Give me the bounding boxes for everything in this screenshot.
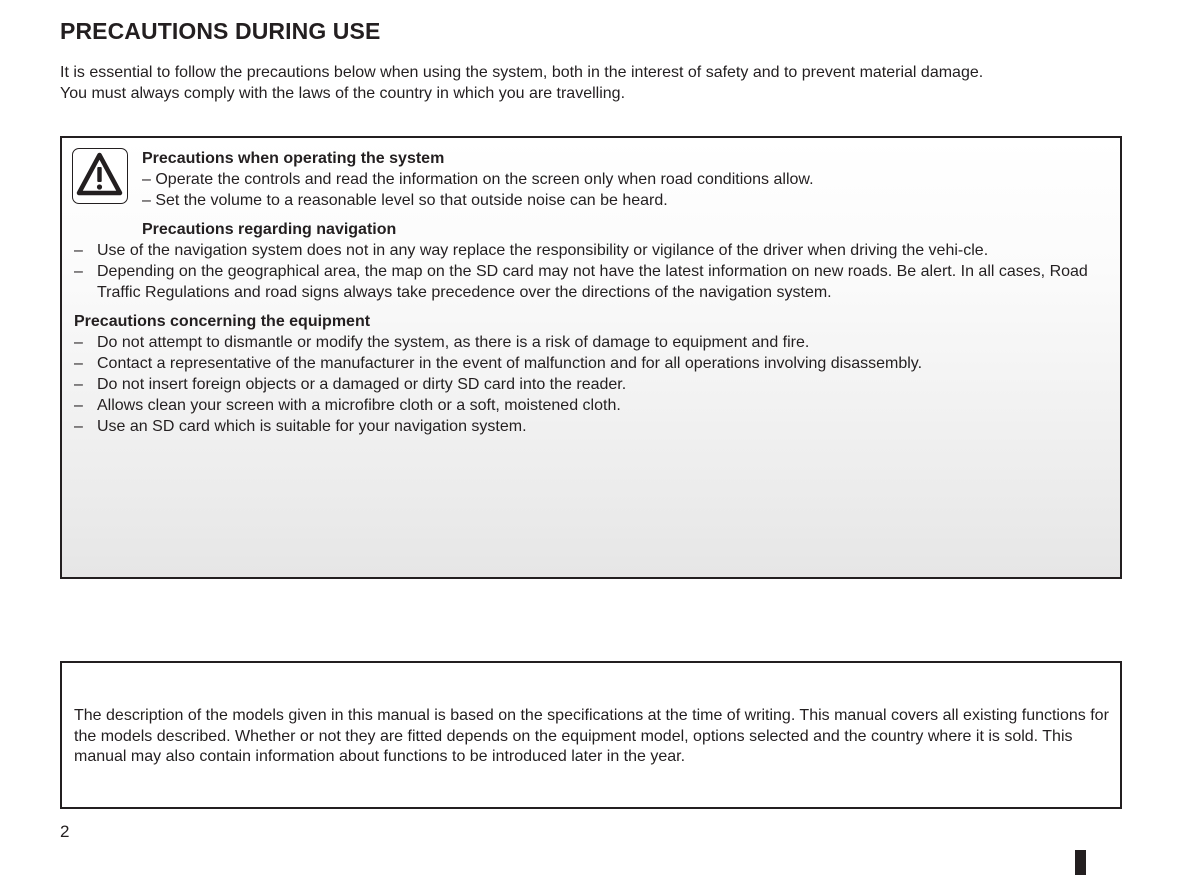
intro-line: You must always comply with the laws of the country in which you are travelling. xyxy=(60,85,626,102)
equipment-list xyxy=(74,332,1110,437)
equipment-heading: Precautions concerning the equipment xyxy=(74,313,371,330)
operating-item: – Set the volume to a reasonable level so that outside noise can be heard. xyxy=(142,192,668,209)
info-text: The description of the models given in this manual is based on the specifications at the time of writing. This manual covers all existing functions for the models described. Whether or not they are fitted depends on the equipment model, options selected and the country where it is sold. This manual may also contain information about functions to be introduced later in the year. xyxy=(74,707,1109,765)
navigation-item: – Depending on the geographical area, the map on the SD card may not have the latest information on new roads. Be alert. In all cases, Road Traffic Regulations and road signs always take precedence over the directions of the navigation system. xyxy=(74,261,1110,303)
page-title: PRECAUTIONS DURING USE xyxy=(60,18,381,44)
page-edge-marker xyxy=(1075,850,1086,875)
info-box xyxy=(60,661,1122,809)
intro-text xyxy=(60,62,1140,104)
equipment-item: – Do not insert foreign objects or a damaged or dirty SD card into the reader. xyxy=(74,374,1110,395)
operating-heading: Precautions when operating the system xyxy=(142,150,445,167)
equipment-item: – Use an SD card which is suitable for your navigation system. xyxy=(74,416,1110,437)
warning-content xyxy=(74,148,1110,437)
intro-line: It is essential to follow the precautions below when using the system, both in the interest of safety and to prevent material damage. xyxy=(60,64,984,81)
warning-box xyxy=(60,136,1122,579)
navigation-heading: Precautions regarding navigation xyxy=(142,221,397,238)
navigation-item: – Use of the navigation system does not in any way replace the responsibility or vigilance of the driver when driving the vehi-cle. xyxy=(74,240,1110,261)
equipment-item: – Contact a representative of the manufacturer in the event of malfunction and for all operations involving disassembly. xyxy=(74,353,1110,374)
equipment-item: – Do not attempt to dismantle or modify the system, as there is a risk of damage to equipment and fire. xyxy=(74,332,1110,353)
equipment-item: – Allows clean your screen with a microfibre cloth or a soft, moistened cloth. xyxy=(74,395,1110,416)
navigation-list xyxy=(74,240,1110,303)
page-number: 2 xyxy=(60,822,70,841)
operating-item: – Operate the controls and read the information on the screen only when road conditions allow. xyxy=(142,171,814,188)
